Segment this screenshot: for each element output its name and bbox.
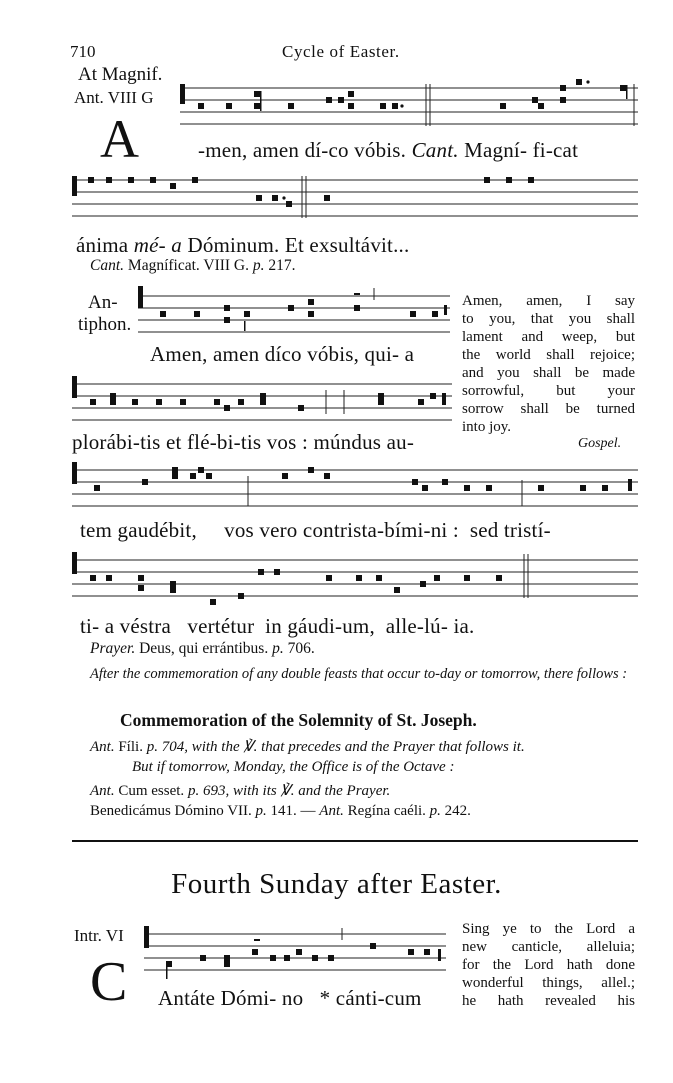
page-ref: 141. — (270, 803, 316, 819)
chant-staff-5 (72, 458, 640, 510)
page-abbrev: p. (429, 803, 441, 819)
introit-label: Intr. VI (74, 926, 124, 945)
page-ref: 706. (287, 640, 315, 657)
cant-label: Cant. (411, 138, 459, 162)
lyrics-line-5: tem gaudébit, vos vero contrista-bími-ni : sed tristí- (80, 518, 551, 542)
ant-text: Fíli. (118, 739, 143, 755)
ant-mode-label: Ant. VIII G (74, 88, 154, 107)
lyrics-italic: mé- a (133, 233, 182, 257)
drop-cap-c: C (90, 951, 128, 1013)
rubric: After the commemoration of any double feasts that occur to-day or tomorrow, there follows : (90, 666, 628, 682)
translation-line: for the Lord hath done (462, 957, 635, 973)
page-abbrev: p. (255, 803, 267, 819)
lyrics-line-4: plorábi-tis et flé-bi-tis vos : múndus au- (72, 430, 415, 454)
commemoration-heading: Commemoration of the Solemnity of St. Joseph. (120, 710, 477, 730)
prayer-line (90, 640, 315, 658)
page-abbrev: p. (272, 640, 284, 657)
cant-reference (90, 257, 296, 275)
translation-line: new canticle, alleluia; (462, 939, 635, 955)
benedicamus-text: Benedicámus Dómino VII. (90, 803, 252, 819)
commemoration-line-2: But if tomorrow, Monday, the Office is of the Octave : (132, 759, 455, 775)
ant-label: Ant. (90, 783, 115, 799)
lyrics-line-3: Amen, amen díco vóbis, qui- a (150, 342, 415, 366)
translation-line: the world shall rejoice; (462, 347, 635, 363)
lyrics-text: -men, amen dí-co vóbis. (198, 138, 407, 162)
ant-text: Regína caéli. (347, 803, 426, 819)
ant-rest: p. 704, with the ℣. that precedes and the Prayer that follows it. (146, 739, 525, 755)
lyrics-line-1 (198, 138, 578, 163)
translation-line: sorrowful, but your (462, 383, 635, 399)
prayer-text: Deus, qui errántibus. (139, 640, 269, 657)
introit-lyrics: Antáte Dómi- no * cánti-cum (158, 986, 422, 1010)
translation-source: Gospel. (578, 436, 622, 451)
page-ref: 217. (268, 257, 296, 274)
commemoration-line-1 (90, 737, 525, 756)
commemoration-line-3 (90, 781, 390, 800)
lyrics-line-6: ti- a véstra vertétur in gáudi-um, alle-lú- ia. (80, 614, 475, 638)
ant-text: Cum esset. (118, 783, 185, 799)
translation-line: Amen, amen, I say (462, 293, 635, 309)
running-title: Cycle of Easter. (282, 42, 400, 61)
translation-line: wonderful things, allel.; (462, 975, 635, 991)
cant-ref-text: Magníficat. VIII G. (127, 257, 249, 274)
section-title: Fourth Sunday after Easter. (171, 868, 502, 900)
lyrics-text: Magní- fi-cat (464, 138, 579, 162)
antiphon-label-1: An- (88, 292, 118, 313)
antiphon-translation (462, 292, 635, 436)
cant-ref-label: Cant. (90, 257, 125, 274)
translation-line: and you shall be made (462, 365, 635, 381)
translation-line: Sing ye to the Lord a (462, 921, 635, 937)
lyrics-text: ánima (76, 233, 129, 257)
page-ref: 242. (444, 803, 471, 819)
page-abbrev: p. (252, 257, 265, 274)
translation-line: sorrow shall be turned (462, 401, 635, 417)
translation-line: lament and weep, but (462, 329, 635, 345)
page-number: 710 (70, 42, 96, 61)
translation-line: he hath revealed his (462, 993, 635, 1009)
antiphon-label-2: tiphon. (78, 314, 132, 335)
introit-translation (462, 920, 635, 1010)
chant-staff-6 (72, 548, 640, 614)
chant-staff-7 (144, 922, 448, 984)
ant-label: Ant. (319, 803, 344, 819)
chant-staff-1 (180, 76, 640, 128)
lyrics-line-2 (76, 233, 409, 258)
chant-staff-4 (72, 372, 454, 424)
chant-staff-3 (138, 280, 452, 336)
prayer-label: Prayer. (90, 640, 136, 657)
commemoration-line-4 (90, 803, 471, 820)
drop-cap-a: A (100, 109, 139, 169)
section-divider (72, 840, 638, 842)
translation-line: to you, that you shall (462, 311, 635, 327)
ant-label: Ant. (90, 739, 115, 755)
magnif-label: At Magnif. (78, 64, 163, 85)
chant-staff-2 (72, 170, 640, 220)
lyrics-text: Dóminum. Et exsultávit... (187, 233, 410, 257)
translation-line: into joy. (462, 419, 512, 435)
ant-rest: p. 693, with its ℣. and the Prayer. (187, 783, 391, 799)
